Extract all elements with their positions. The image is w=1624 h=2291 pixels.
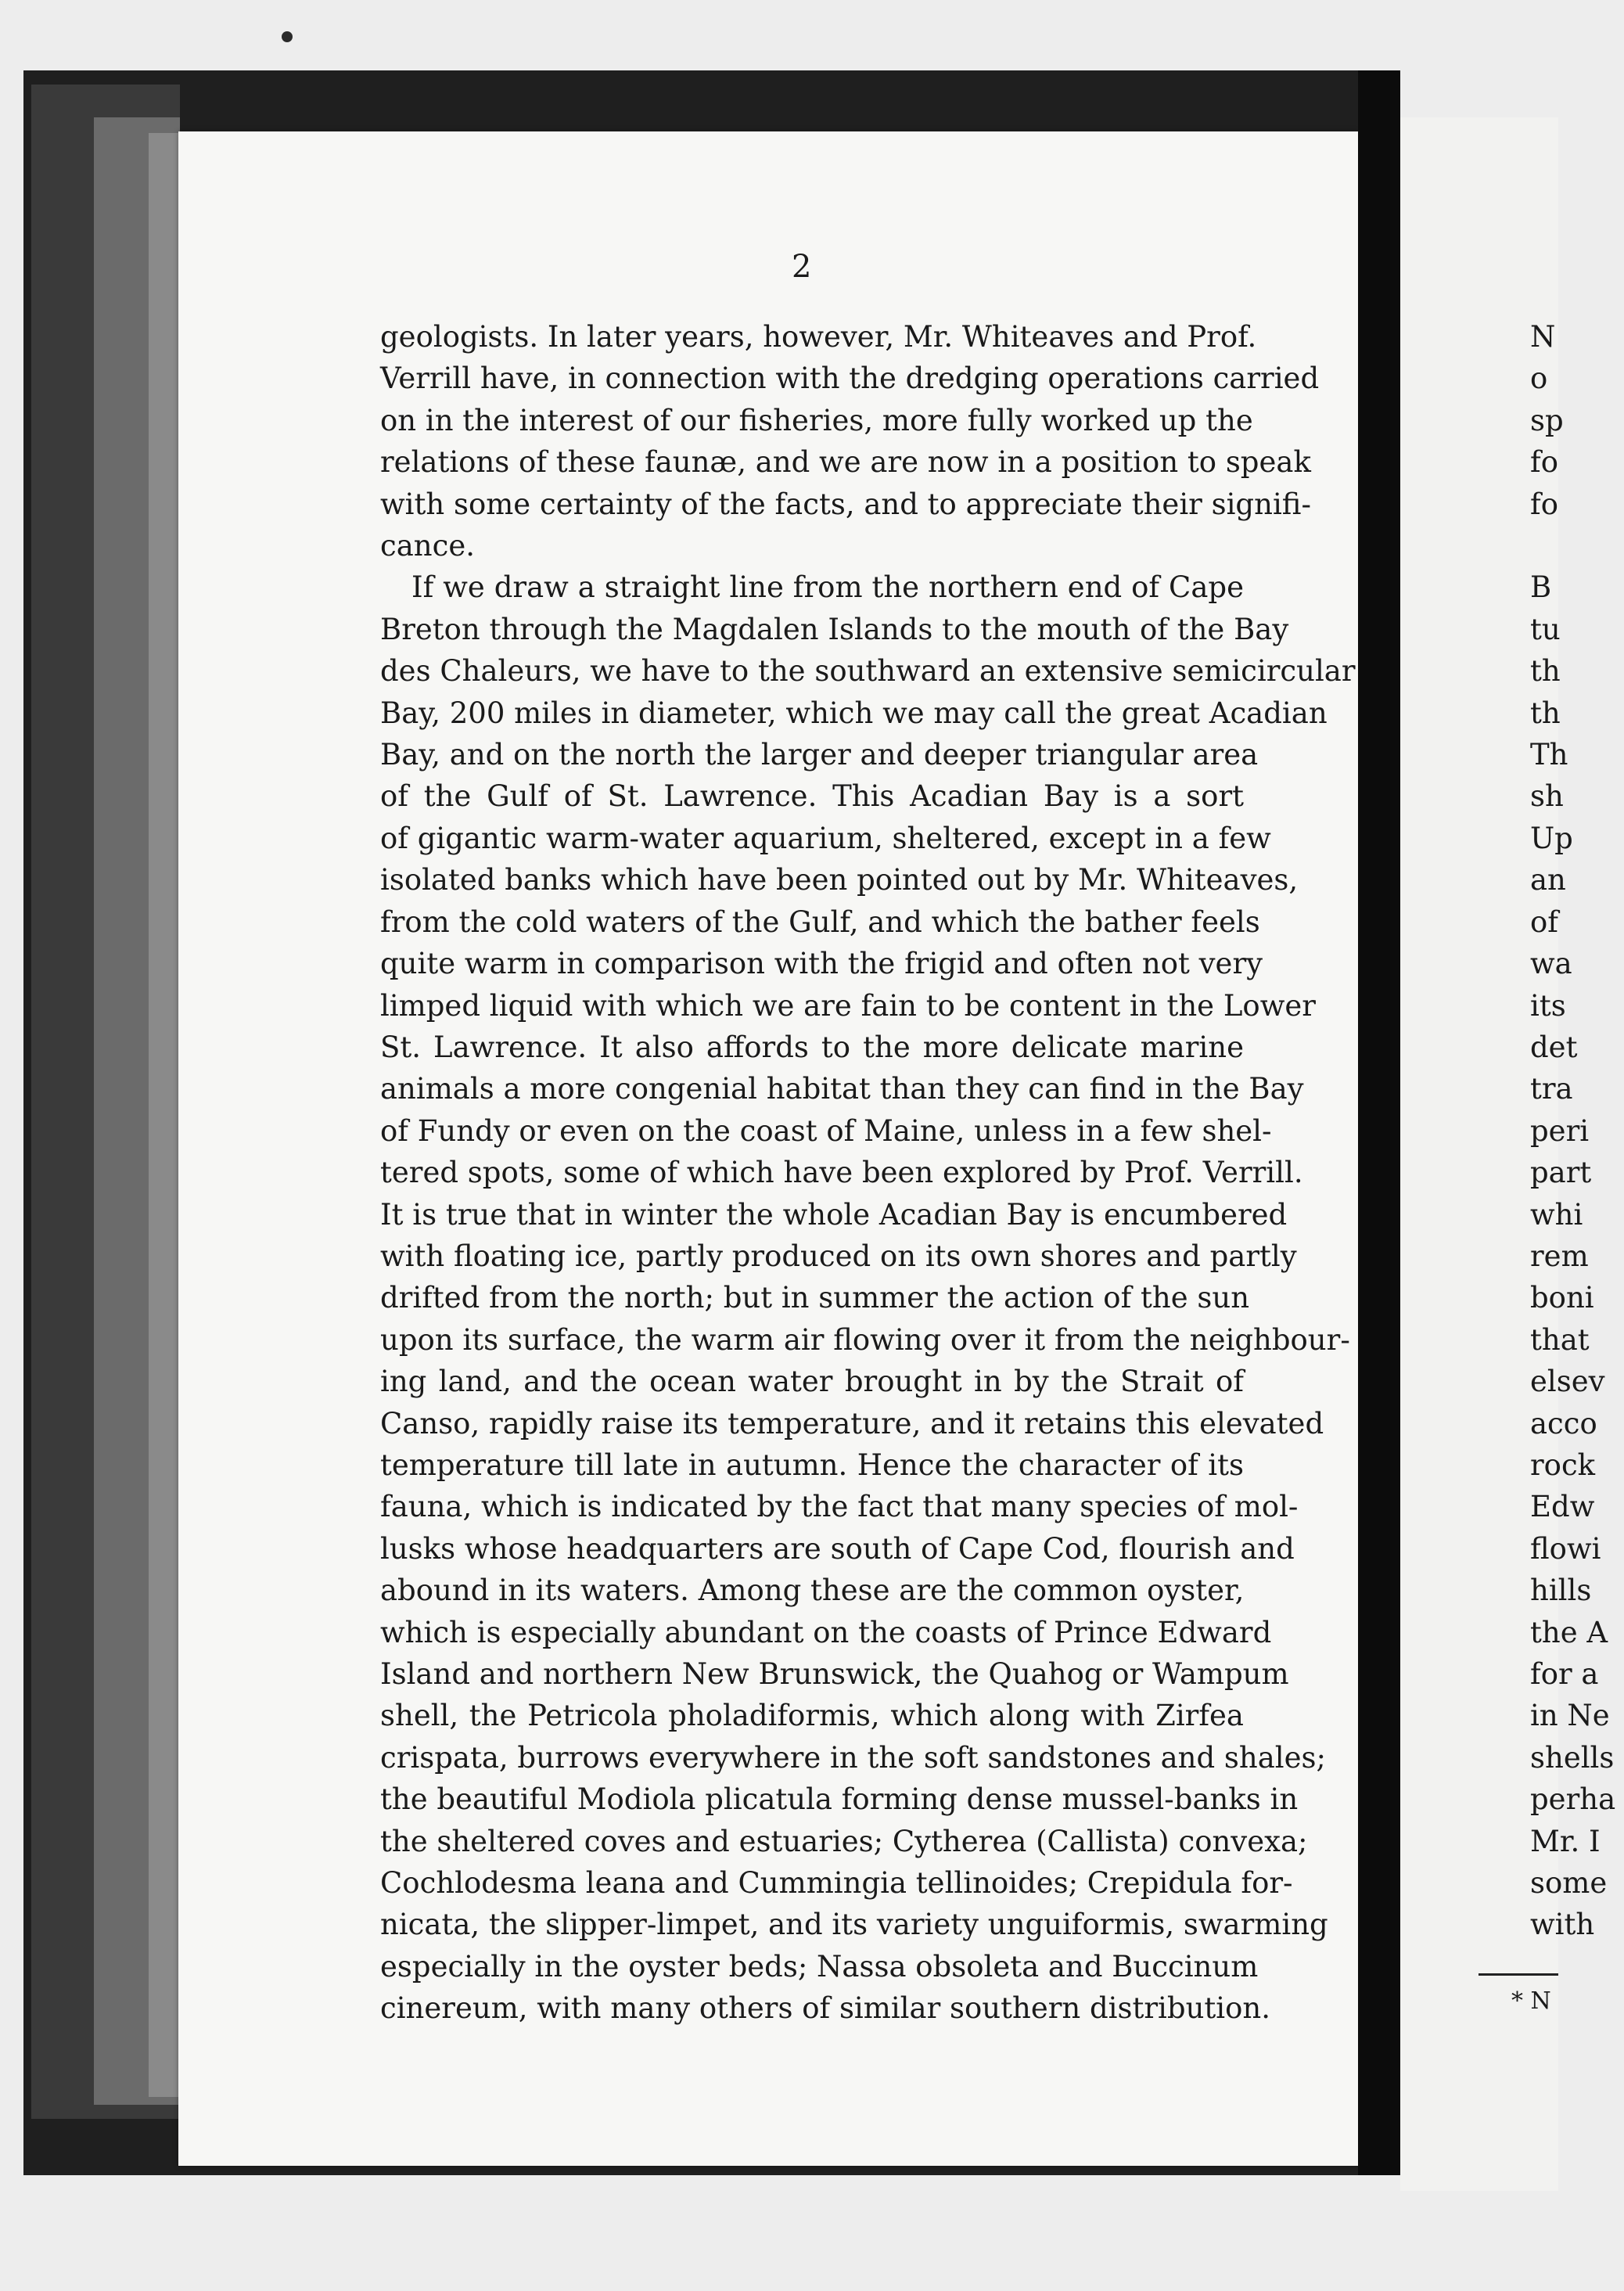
text-line: lusks whose headquarters are south of Cape Cod, flourish and bbox=[380, 1531, 1295, 1566]
text-line: tered spots, some of which have been explored by Prof. Verrill. bbox=[380, 1156, 1303, 1190]
right-page-line-fragment: whi bbox=[1530, 1197, 1583, 1232]
text-line: abound in its waters. Among these are the common oyster, bbox=[380, 1573, 1245, 1608]
right-page-line-fragment: with bbox=[1530, 1908, 1595, 1942]
text-line: St. Lawrence. It also affords to the more delicate marine bbox=[380, 1030, 1244, 1064]
right-page-line-fragment: fo bbox=[1530, 487, 1558, 521]
text-line: Bay, 200 miles in diameter, which we may call the great Acadian bbox=[380, 696, 1328, 730]
right-page-line-fragment: rem bbox=[1530, 1239, 1589, 1273]
text-line: geologists. In later years, however, Mr. Whiteaves and Prof. bbox=[380, 320, 1257, 354]
text-line: upon its surface, the warm air flowing over it from the neighbour- bbox=[380, 1322, 1350, 1357]
text-line: cance. bbox=[380, 529, 475, 563]
right-page-line-fragment: some bbox=[1530, 1866, 1608, 1901]
text-line: quite warm in comparison with the frigid and often not very bbox=[380, 947, 1263, 981]
right-page-line-fragment: hills bbox=[1530, 1573, 1592, 1608]
right-page-line-fragment: flowi bbox=[1530, 1531, 1601, 1566]
text-line: animals a more congenial habitat than they can find in the Bay bbox=[380, 1072, 1304, 1106]
right-page-line-fragment: Th bbox=[1530, 738, 1568, 772]
text-line: which is especially abundant on the coasts of Prince Edward bbox=[380, 1615, 1272, 1649]
right-page-line-fragment: tu bbox=[1530, 612, 1561, 646]
dust-speck bbox=[282, 31, 293, 42]
right-page-line-fragment: perha bbox=[1530, 1782, 1616, 1817]
text-line: ing land, and the ocean water brought in by the Strait of bbox=[380, 1365, 1244, 1399]
right-page-line-fragment: the A bbox=[1530, 1615, 1608, 1649]
text-line: Bay, and on the north the larger and deeper triangular area bbox=[380, 738, 1259, 772]
text-line: nicata, the slipper-limpet, and its variety unguiformis, swarming bbox=[380, 1908, 1328, 1942]
text-line: especially in the oyster beds; Nassa obsoleta and Buccinum bbox=[380, 1949, 1259, 1983]
text-line: with floating ice, partly produced on its own shores and partly bbox=[380, 1239, 1297, 1273]
text-line: fauna, which is indicated by the fact that many species of mol- bbox=[380, 1490, 1299, 1524]
right-page-line-fragment: elsev bbox=[1530, 1365, 1605, 1399]
text-line: with some certainty of the facts, and to appreciate their signifi- bbox=[380, 487, 1311, 521]
text-line: Island and northern New Brunswick, the Quahog or Wampum bbox=[380, 1657, 1289, 1691]
right-page-line-fragment: rock bbox=[1530, 1448, 1596, 1482]
text-line: of the Gulf of St. Lawrence. This Acadian Bay is a sort bbox=[380, 779, 1244, 814]
right-page-line-fragment: o bbox=[1530, 361, 1548, 396]
text-line: of gigantic warm-water aquarium, sheltered, except in a few bbox=[380, 821, 1271, 855]
text-line: limped liquid with which we are fain to be content in the Lower bbox=[380, 988, 1316, 1023]
text-line: If we draw a straight line from the northern end of Cape bbox=[411, 570, 1244, 605]
right-page-line-fragment bbox=[1530, 525, 1624, 566]
right-page-line-fragment: an bbox=[1530, 863, 1566, 897]
text-line: on in the interest of our fisheries, more fully worked up the bbox=[380, 403, 1253, 437]
right-page-line-fragment: shells bbox=[1530, 1740, 1615, 1775]
text-line: Breton through the Magdalen Islands to the mouth of the Bay bbox=[380, 612, 1289, 646]
right-page-footnote-fragment: * N bbox=[1511, 1987, 1551, 2015]
text-line: Canso, rapidly raise its temperature, and it retains this elevated bbox=[380, 1406, 1324, 1440]
right-page-line-fragment: its bbox=[1530, 988, 1566, 1023]
right-page-line-fragment: that bbox=[1530, 1322, 1590, 1357]
text-line: crispata, burrows everywhere in the soft sandstones and shales; bbox=[380, 1740, 1326, 1775]
right-page-line-fragment: tra bbox=[1530, 1072, 1573, 1106]
text-line: cinereum, with many others of similar southern distribution. bbox=[380, 1991, 1270, 2026]
text-line: Cochlodesma leana and Cummingia tellinoides; Crepidula for- bbox=[380, 1866, 1293, 1901]
text-line: from the cold waters of the Gulf, and which the bather feels bbox=[380, 905, 1260, 939]
text-line: of Fundy or even on the coast of Maine, unless in a few shel- bbox=[380, 1113, 1272, 1148]
text-line: relations of these faunæ, and we are now in a position to speak bbox=[380, 445, 1311, 480]
right-page-line-fragment: in Ne bbox=[1530, 1699, 1610, 1733]
right-page-line-fragment: sp bbox=[1530, 403, 1564, 437]
right-page-line-fragment: th bbox=[1530, 696, 1561, 730]
body-text bbox=[380, 316, 1356, 2030]
right-page-line-fragment: for a bbox=[1530, 1657, 1599, 1691]
right-page-line-fragment: Edw bbox=[1530, 1490, 1595, 1524]
right-page-line-fragment: acco bbox=[1530, 1406, 1597, 1440]
text-line: drifted from the north; but in summer the action of the sun bbox=[380, 1281, 1250, 1315]
text-line: des Chaleurs, we have to the southward an extensive semicircular bbox=[380, 654, 1356, 689]
right-page-text-fragments bbox=[1530, 316, 1624, 1946]
text-line: temperature till late in autumn. Hence the character of its bbox=[380, 1448, 1244, 1482]
text-line: It is true that in winter the whole Acadian Bay is encumbered bbox=[380, 1197, 1288, 1232]
book-gutter bbox=[1358, 70, 1400, 2175]
text-line: isolated banks which have been pointed out by Mr. Whiteaves, bbox=[380, 863, 1299, 897]
text-line: Verrill have, in connection with the dredging operations carried bbox=[380, 361, 1320, 396]
right-page-line-fragment: sh bbox=[1530, 779, 1564, 814]
right-page-line-fragment: th bbox=[1530, 654, 1561, 689]
right-page-line-fragment: Up bbox=[1530, 821, 1573, 855]
text-line: shell, the Petricola pholadiformis, which along with Zirfea bbox=[380, 1699, 1244, 1733]
right-page-line-fragment: boni bbox=[1530, 1281, 1594, 1315]
page-number: 2 bbox=[792, 249, 812, 285]
right-page-line-fragment: peri bbox=[1530, 1113, 1590, 1148]
right-page-line-fragment: Mr. I bbox=[1530, 1824, 1601, 1858]
footnote-rule bbox=[1478, 1973, 1558, 1976]
right-page-line-fragment: wa bbox=[1530, 947, 1572, 981]
right-page-line-fragment: B bbox=[1530, 570, 1552, 605]
right-page-line-fragment: det bbox=[1530, 1030, 1578, 1064]
right-page-line-fragment: of bbox=[1530, 905, 1558, 939]
right-page-line-fragment: N bbox=[1530, 320, 1556, 354]
right-page-line-fragment: fo bbox=[1530, 445, 1558, 480]
text-line: the beautiful Modiola plicatula forming dense mussel-banks in bbox=[380, 1782, 1299, 1817]
text-line: the sheltered coves and estuaries; Cytherea (Callista) convexa; bbox=[380, 1824, 1308, 1858]
book-page-edges-front bbox=[149, 133, 180, 2097]
right-page-line-fragment: part bbox=[1530, 1156, 1592, 1190]
